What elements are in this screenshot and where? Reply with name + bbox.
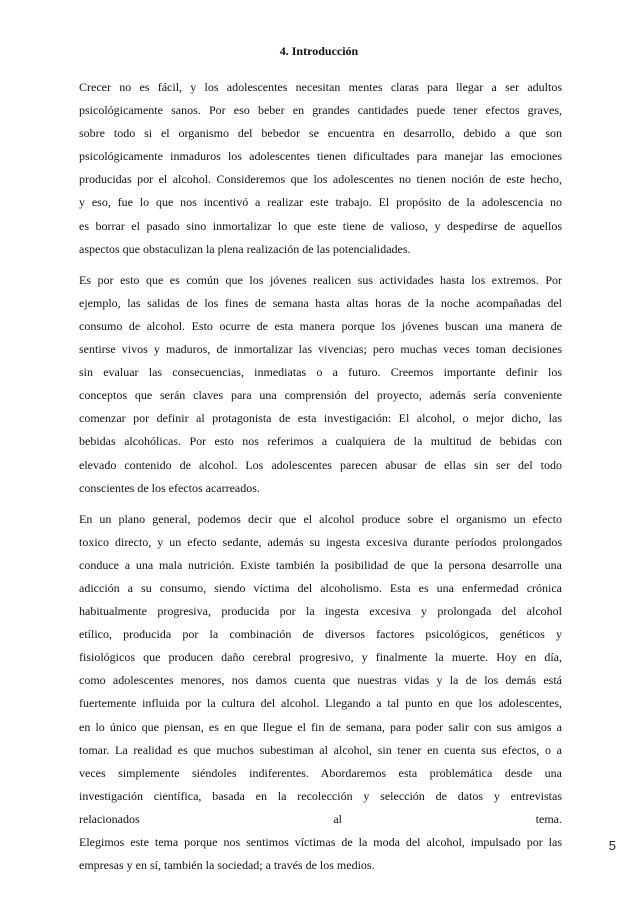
text-line: sobre todo si el organismo del bebedor se encuentra en desarrollo, debido a que son xyxy=(79,126,562,141)
text-line: fisiológicos que producen daño cerebral progresivo, y finalmente la muerte. Hoy en día, xyxy=(79,650,562,665)
paragraph xyxy=(79,269,562,500)
text-line: En un plano general, podemos decir que el alcohol produce sobre el organismo un efecto xyxy=(79,511,562,526)
text-line: etílico, producida por la combinación de diversos factores psicológicos, genéticos y xyxy=(79,627,562,642)
text-line: psicológicamente sanos. Por eso beber en grandes cantidades puede tener efectos graves, xyxy=(79,103,562,118)
text-line: empresas y en sí, también la sociedad; a través de los medios. xyxy=(79,858,375,873)
text-line: Crecer no es fácil, y los adolescentes necesitan mentes claras para llegar a ser adultos xyxy=(79,80,562,94)
text-line: investigación científica, basada en la recolección y selección de datos y entrevistas xyxy=(79,788,562,803)
text-line: Es por esto que es común que los jóvenes realicen sus actividades hasta los extremos. Por xyxy=(79,272,562,287)
text-line: aspectos que obstaculizan la plena realización de las potencialidades. xyxy=(79,241,411,256)
text-line: es borrar el pasado sino inmortalizar lo que este tiene de valioso, y despedirse de aquellos xyxy=(79,218,562,233)
text-line: psicológicamente inmaduros los adolescentes tienen dificultades para manejar las emociones xyxy=(79,149,562,164)
text-line: sin evaluar las consecuencias, inmediatas o a futuro. Creemos importante definir los xyxy=(79,365,562,380)
text-line: sentirse vivos y maduros, de inmortalizar las vivencias; pero muchas veces toman decisiones xyxy=(79,342,562,357)
text-line: conscientes de los efectos acarreados. xyxy=(79,480,260,495)
text-line: Elegimos este tema porque nos sentimos víctimas de la moda del alcohol, impulsado por las xyxy=(79,835,562,849)
section-heading: 4. Introducción xyxy=(279,44,359,58)
paragraph xyxy=(79,508,562,878)
text-line: adicción a su consumo, siendo víctima del alcoholismo. Esta es una enfermedad crónica xyxy=(79,580,562,595)
paragraph xyxy=(79,76,562,261)
body-text xyxy=(79,76,562,885)
text-line: comenzar por definir al protagonista de esta investigación: El alcohol, o mejor dicho, las xyxy=(79,411,562,426)
text-line: producidas por el alcohol. Consideremos que los adolescentes no tienen noción de este hecho, xyxy=(79,172,562,187)
text-line: bebidas alcohólicas. Por esto nos referimos a cualquiera de la multitud de bebidas con xyxy=(79,434,562,449)
text-line: como adolescentes menores, nos damos cuenta que nuestras vidas y la de los demás está xyxy=(79,673,562,688)
text-line: veces simplemente siéndoles indiferentes. Abordaremos esta problemática desde una xyxy=(79,765,562,780)
text-line: habitualmente progresiva, producida por la ingesta excesiva y prolongada del alcohol xyxy=(79,604,562,619)
text-line: relacionados al tema. xyxy=(79,811,562,826)
text-line: toxico directo, y un efecto sedante, además su ingesta excesiva durante períodos prolongados xyxy=(79,534,562,549)
text-line: ejemplo, las salidas de los fines de semana hasta altas horas de la noche acompañadas del xyxy=(79,295,562,310)
text-line: tomar. La realidad es que muchos subestiman al alcohol, sin tener en cuenta sus efectos, o a xyxy=(79,742,562,757)
page-number: 5 xyxy=(608,838,616,853)
text-line: en lo único que piensan, es en que llegue el fin de semana, para poder salir con sus amigos a xyxy=(79,719,562,734)
text-line: elevado contenido de alcohol. Los adolescentes parecen abusar de ellas sin ser del todo xyxy=(79,457,562,472)
text-line: conduce a una mala nutrición. Existe también la posibilidad de que la persona desarrolle una xyxy=(79,557,562,572)
text-line: y eso, fue lo que nos incentivó a realizar este trabajo. El propósito de la adolescencia no xyxy=(79,195,562,210)
text-line: fuertemente influida por la cultura del alcohol. Llegando a tal punto en que los adolescentes, xyxy=(79,696,562,711)
text-line: conceptos que serán claves para una comprensión del proyecto, además sería conveniente xyxy=(79,388,562,403)
text-line: consumo de alcohol. Esto ocurre de esta manera porque los jóvenes buscan una manera de xyxy=(79,318,562,333)
